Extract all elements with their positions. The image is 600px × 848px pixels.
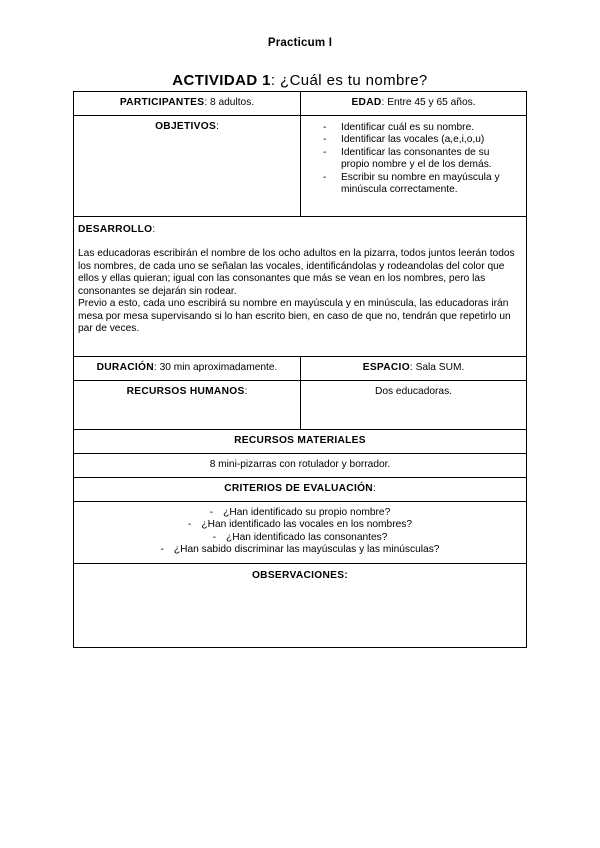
objective-item: - Escribir su nombre en mayúscula y minúscula correctamente. <box>305 172 518 197</box>
observations-cell <box>74 564 527 648</box>
criteria-item: - ¿Han identificado las vocales en los nombres? <box>187 519 413 531</box>
age-label: EDAD <box>351 97 382 109</box>
age-value: : Entre 45 y 65 años. <box>381 97 476 109</box>
participants-label: PARTICIPANTES <box>119 97 205 109</box>
row-duration-space <box>74 357 527 381</box>
criteria-label: CRITERIOS DE EVALUACIÓN <box>224 483 373 495</box>
row-material-resources-label <box>74 430 527 454</box>
criteria-item: - ¿Han identificado las consonantes? <box>212 531 388 543</box>
duration-label: DURACIÓN <box>96 362 154 374</box>
space-cell <box>301 357 527 381</box>
human-resources-label-cell <box>74 381 301 430</box>
objective-item: - Identificar las consonantes de su propio nombre y el de los demás. <box>305 147 518 172</box>
row-participants-age <box>74 92 527 116</box>
material-resources-value: 8 mini-pizarras con rotulador y borrador. <box>74 454 527 478</box>
participants-value: : 8 adultos. <box>204 97 255 109</box>
objectives-list-cell <box>301 116 527 217</box>
criteria-item: - ¿Han identificado su propio nombre? <box>209 507 391 518</box>
criteria-list-cell <box>74 502 527 564</box>
duration-cell <box>74 357 301 381</box>
row-criteria-label <box>74 478 527 502</box>
objectives-label-cell <box>74 116 301 217</box>
objective-item: - Identificar las vocales (a,e,i,o,u) <box>305 134 518 146</box>
material-resources-label: RECURSOS MATERIALES <box>74 430 527 454</box>
activity-label: ACTIVIDAD 1 <box>172 72 271 89</box>
development-label: DESARROLLO <box>78 224 153 235</box>
row-development <box>74 217 527 357</box>
row-human-resources <box>74 381 527 430</box>
space-value: : Sala SUM. <box>409 362 465 374</box>
objective-item: - Identificar cuál es su nombre. <box>305 122 518 134</box>
row-observations <box>74 564 527 648</box>
row-criteria-list <box>74 502 527 564</box>
development-cell <box>74 217 527 357</box>
space-label: ESPACIO <box>362 362 410 374</box>
human-resources-colon: : <box>244 386 248 397</box>
objectives-label-colon: : <box>216 121 219 132</box>
document-header: Practicum I <box>267 37 333 49</box>
activity-title <box>0 72 600 89</box>
objectives-list <box>305 122 518 197</box>
objectives-label: OBJETIVOS <box>155 121 217 132</box>
row-objectives <box>74 116 527 217</box>
criteria-label-colon: : <box>372 483 376 495</box>
criteria-item: - ¿Han sabido discriminar las mayúsculas y las minúsculas? <box>160 544 440 556</box>
development-paragraph-2: Previo a esto, cada uno escribirá su nombre en mayúscula y en minúscula, las educadoras irán mesa por mesa supervisando si lo han escrito bien, en caso de que no, tendrán que repetirlo un par de veces. <box>78 298 511 335</box>
activity-table <box>73 91 527 648</box>
development-paragraph-1: Las educadoras escribirán el nombre de los ocho adultos en la pizarra, todos juntos leerán todos los nombres, de cada uno se señalan las vocales, identificándolas y rodeandolas del color que ellos y ellas quieran; igual con las consonantes que más se vean en los nombres, pero las consonantes se dejarán sin rodear. <box>78 248 515 297</box>
criteria-label-cell <box>74 478 527 502</box>
observations-label: OBSERVACIONES: <box>251 570 349 581</box>
row-material-resources-value <box>74 454 527 478</box>
activity-name: : ¿Cuál es tu nombre? <box>270 72 428 89</box>
age-cell <box>301 92 527 116</box>
human-resources-label: RECURSOS HUMANOS <box>126 386 245 397</box>
participants-cell <box>74 92 301 116</box>
development-label-colon: : <box>152 224 156 235</box>
duration-value: : 30 min aproximadamente. <box>153 362 278 374</box>
human-resources-value: Dos educadoras. <box>301 381 527 430</box>
